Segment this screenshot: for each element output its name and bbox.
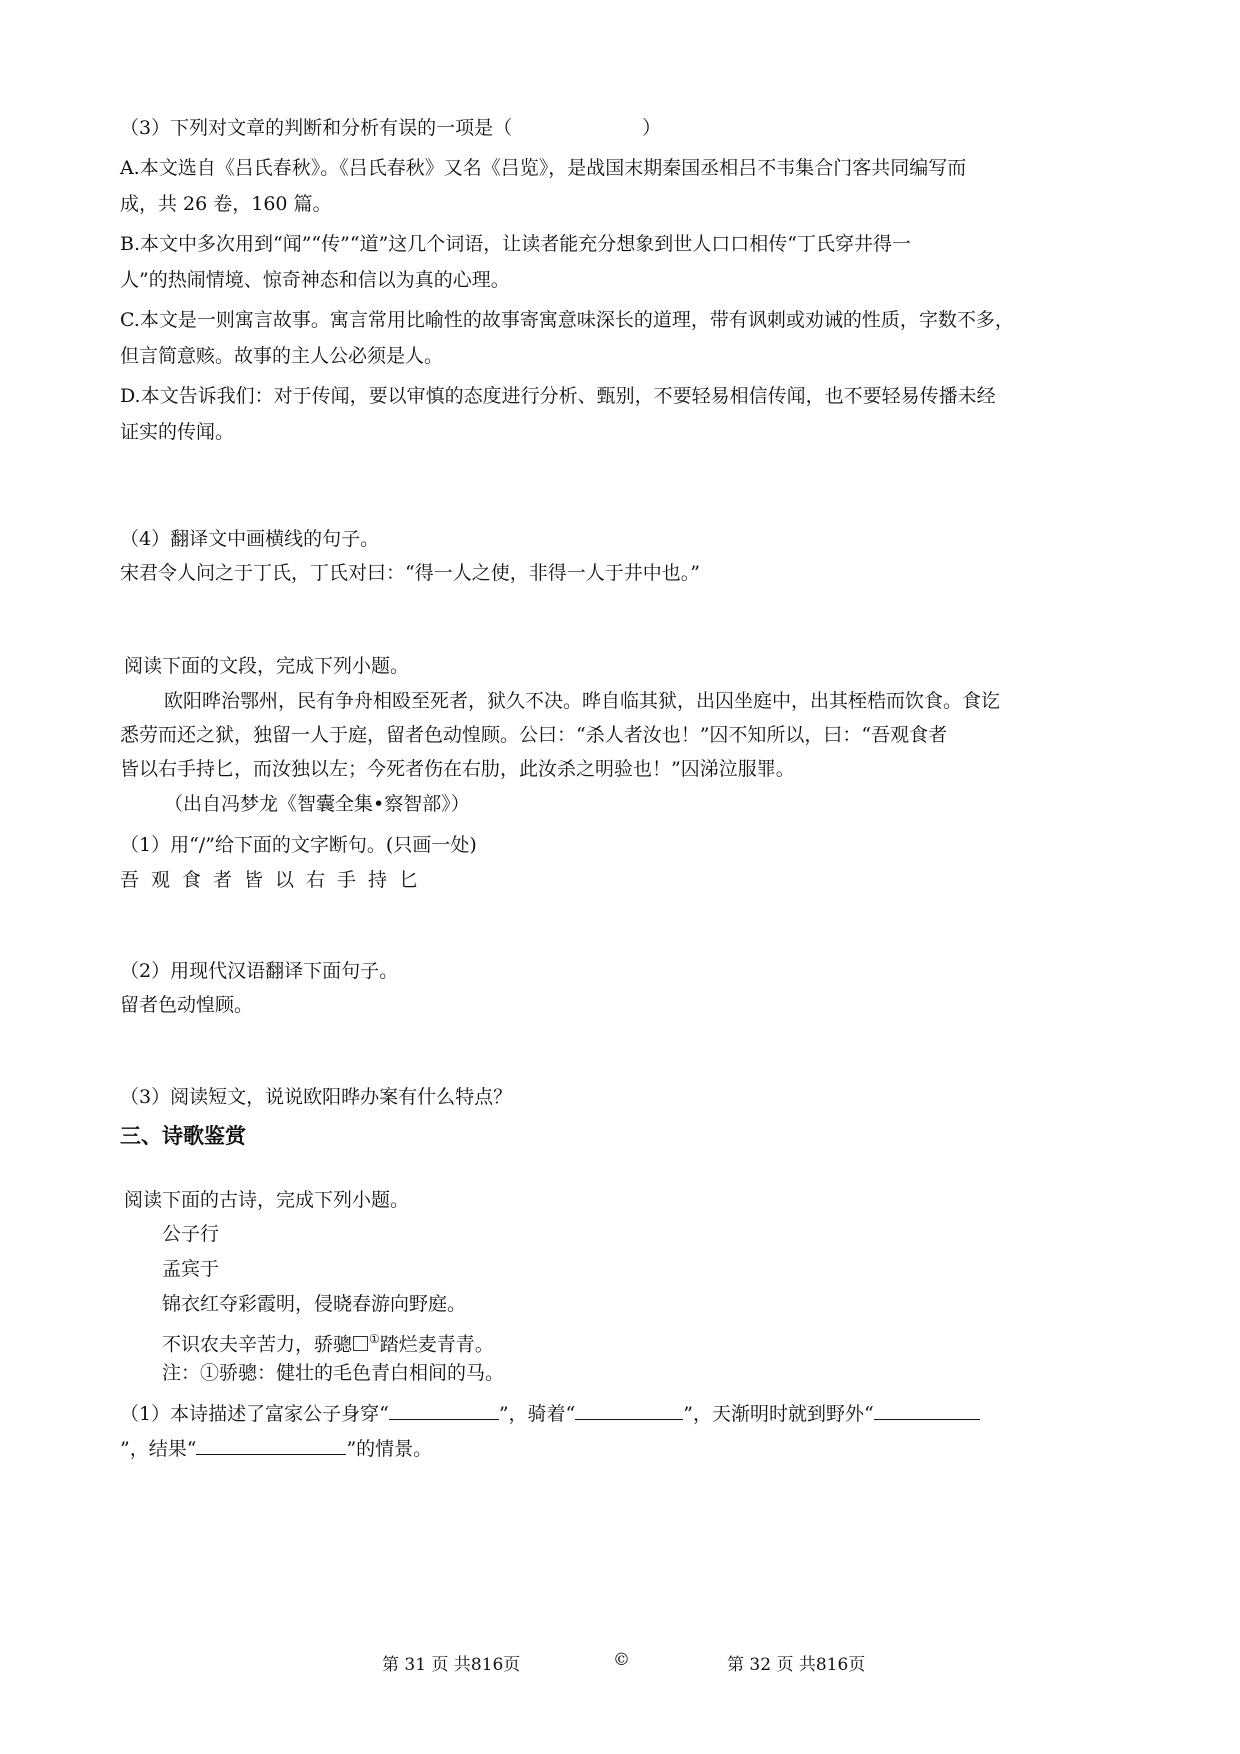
passage2-intro: 阅读下面的文段，完成下列小题。	[124, 655, 410, 677]
poem-title: 公子行	[162, 1223, 220, 1245]
footer-page-left: 第 31 页 共816页	[382, 1655, 521, 1675]
fill-blank-1[interactable]	[389, 1397, 499, 1420]
fill-blank-3[interactable]	[874, 1397, 980, 1420]
passage2-q2-text: 留者色动惶顾。	[120, 994, 254, 1016]
poem-line2-part-b: 踏烂麦青青。	[379, 1333, 494, 1356]
footnote-marker: ①	[369, 1332, 380, 1346]
poem-q1-line1	[120, 1396, 1130, 1432]
page-footer	[0, 1650, 1240, 1680]
q4-stem: （4）翻译文中画横线的句子。	[120, 528, 380, 550]
passage2-line2: 悉劳而还之狱，独留一人于庭，留者色动惶顾。公曰：“杀人者汝也！”囚不知所以，曰：“吾观食者	[120, 724, 948, 746]
q3-stem-close: ）	[642, 117, 662, 139]
passage2-line3: 皆以右手持匕，而汝独以左；今死者伤在右肋，此汝杀之明验也！”囚涕泣服罪。	[120, 758, 795, 780]
poem-line1: 锦衣红夺彩霞明，侵晓春游向野庭。	[162, 1293, 467, 1315]
fill-blank-4[interactable]	[196, 1432, 346, 1455]
passage2-q1-text: 吾观食者皆以右手持匕	[120, 869, 431, 891]
poem-q1-line2	[120, 1431, 1130, 1467]
footer-page-right: 第 32 页 共816页	[727, 1655, 866, 1675]
choice-d-line2: 证实的传闻。	[120, 421, 235, 443]
passage2-q3-stem: （3）阅读短文，说说欧阳晔办案有什么特点？	[120, 1086, 513, 1108]
choice-a-line2: 成，共 26 卷，160 篇。	[120, 193, 332, 215]
missing-glyph-box	[353, 1336, 368, 1351]
choice-d-line1: D.本文告诉我们：对于传闻，要以审慎的态度进行分析、甄别，不要轻易相信传闻，也不要轻易传播未经	[120, 385, 996, 407]
q3-stem	[120, 110, 1130, 146]
choice-c-line2: 但言简意赅。故事的主人公必须是人。	[120, 345, 444, 367]
q4-sentence: 宋君令人问之于丁氏，丁氏对曰：“得一人之使，非得一人于井中也。”	[120, 562, 700, 584]
choice-b-line2: 人”的热闹情境、惊奇神态和信以为真的心理。	[120, 269, 510, 291]
poem-author: 孟宾于	[162, 1258, 220, 1280]
passage2-line1: 欧阳晔治鄂州，民有争舟相殴至死者，狱久不决。晔自临其狱，出囚坐庭中，出其桎梏而饮食。食讫	[164, 690, 1001, 712]
poem-q1-text-3: ”，天渐明时就到野外“	[683, 1403, 874, 1425]
poem-q1-text-4: ”，结果“	[120, 1438, 197, 1460]
section3-heading: 三、诗歌鉴赏	[120, 1124, 246, 1148]
poem-q1-text-5: ”的情景。	[346, 1438, 433, 1460]
fill-blank-2[interactable]	[575, 1397, 683, 1420]
poem-q1-text-2: ”，骑着“	[498, 1403, 576, 1425]
footer-copyright: ©	[613, 1650, 630, 1670]
choice-c-line1: C.本文是一则寓言故事。寓言常用比喻性的故事寄寓意味深长的道理，带有讽刺或劝诫的性质，字数不多，	[120, 309, 1014, 331]
passage2-q1-stem: （1）用“/”给下面的文字断句。(只画一处)	[120, 834, 477, 856]
poem-line2-part-a: 不识农夫辛苦力，骄骢	[162, 1333, 353, 1356]
poem-intro: 阅读下面的古诗，完成下列小题。	[124, 1189, 410, 1211]
passage2-source: （出自冯梦龙《智囊全集•察智部》）	[164, 793, 470, 815]
choice-b-line1: B.本文中多次用到“闻”“传”“道”这几个词语，让读者能充分想象到世人口口相传“丁氏穿井得一	[120, 233, 911, 255]
poem-q1-text-1: （1）本诗描述了富家公子身穿“	[120, 1403, 389, 1425]
passage2-q2-stem: （2）用现代汉语翻译下面句子。	[120, 960, 399, 982]
choice-a-line1: A.本文选自《吕氏春秋》。《吕氏春秋》又名《吕览》，是战国末期秦国丞相吕不韦集合门客共同编写而	[120, 157, 967, 179]
q3-stem-text: （3）下列对文章的判断和分析有误的一项是（	[120, 117, 513, 139]
poem-note: 注：①骄骢：健壮的毛色青白相间的马。	[162, 1362, 505, 1384]
